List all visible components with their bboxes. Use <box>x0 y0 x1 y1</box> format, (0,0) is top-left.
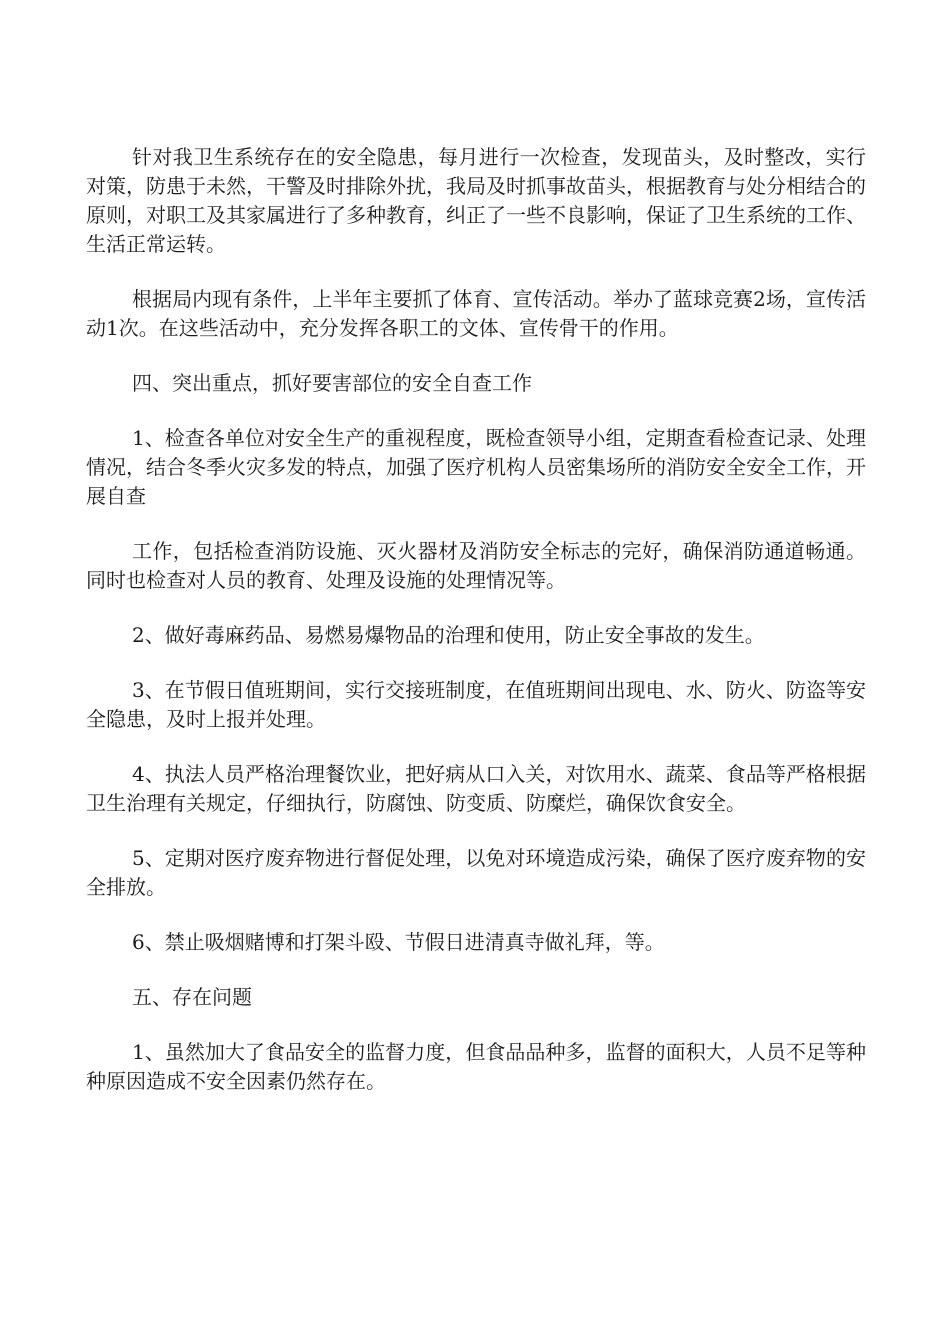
paragraph-item-6-prohibitions: 6、禁止吸烟赌博和打架斗殴、节假日进清真寺做礼拜，等。 <box>132 930 665 954</box>
paragraph-item-2-hazardous-drugs: 2、做好毒麻药品、易燃易爆物品的治理和使用，防止安全事故的发生。 <box>132 623 765 647</box>
paragraph-item-1-continued: 工作，包括检查消防设施、灭火器材及消防安全标志的完好，确保消防通道畅通。同时也检查对人员的教育、处理及设施的处理情况等。 <box>86 539 866 592</box>
paragraph-sports-publicity: 根据局内现有条件，上半年主要抓了体育、宣传活动。举办了蓝球竞赛2场，宣传活动1次。在这些活动中，充分发挥各职工的文体、宣传骨干的作用。 <box>86 287 866 340</box>
section-heading-problems: 五、存在问题 <box>132 985 252 1009</box>
paragraph-item-3-holiday-duty: 3、在节假日值班期间，实行交接班制度，在值班期间出现电、水、防火、防盗等安全隐患，及时上报并处理。 <box>86 678 866 731</box>
paragraph-problem-1: 1、虽然加大了食品安全的监督力度，但食品品种多，监督的面积大，人员不足等种种原因造成不安全因素仍然存在。 <box>86 1040 866 1093</box>
paragraph-safety-hazard-inspection: 针对我卫生系统存在的安全隐患，每月进行一次检查，发现苗头，及时整改，实行对策，防患于未然，干警及时排除外扰，我局及时抓事故苗头，根据教育与处分相结合的原则，对职工及其家属进行了多种教育，纠正了一些不良影响，保证了卫生系统的工作、生活正常运转。 <box>86 145 866 256</box>
paragraph-item-5-medical-waste: 5、定期对医疗废弃物进行督促处理，以免对环境造成污染，确保了医疗废弃物的安全排放。 <box>86 846 866 899</box>
paragraph-item-4-food-safety: 4、执法人员严格治理餐饮业，把好病从口入关，对饮用水、蔬菜、食品等严格根据卫生治理有关规定，仔细执行，防腐蚀、防变质、防糜烂，确保饮食安全。 <box>86 762 866 815</box>
section-heading-key-areas: 四、突出重点，抓好要害部位的安全自查工作 <box>132 371 532 395</box>
paragraph-item-1-inspection: 1、检查各单位对安全生产的重视程度，既检查领导小组，定期查看检查记录、处理情况，结合冬季火灾多发的特点，加强了医疗机构人员密集场所的消防安全安全工作，开展自查 <box>86 426 866 508</box>
document-body <box>86 143 866 1122</box>
